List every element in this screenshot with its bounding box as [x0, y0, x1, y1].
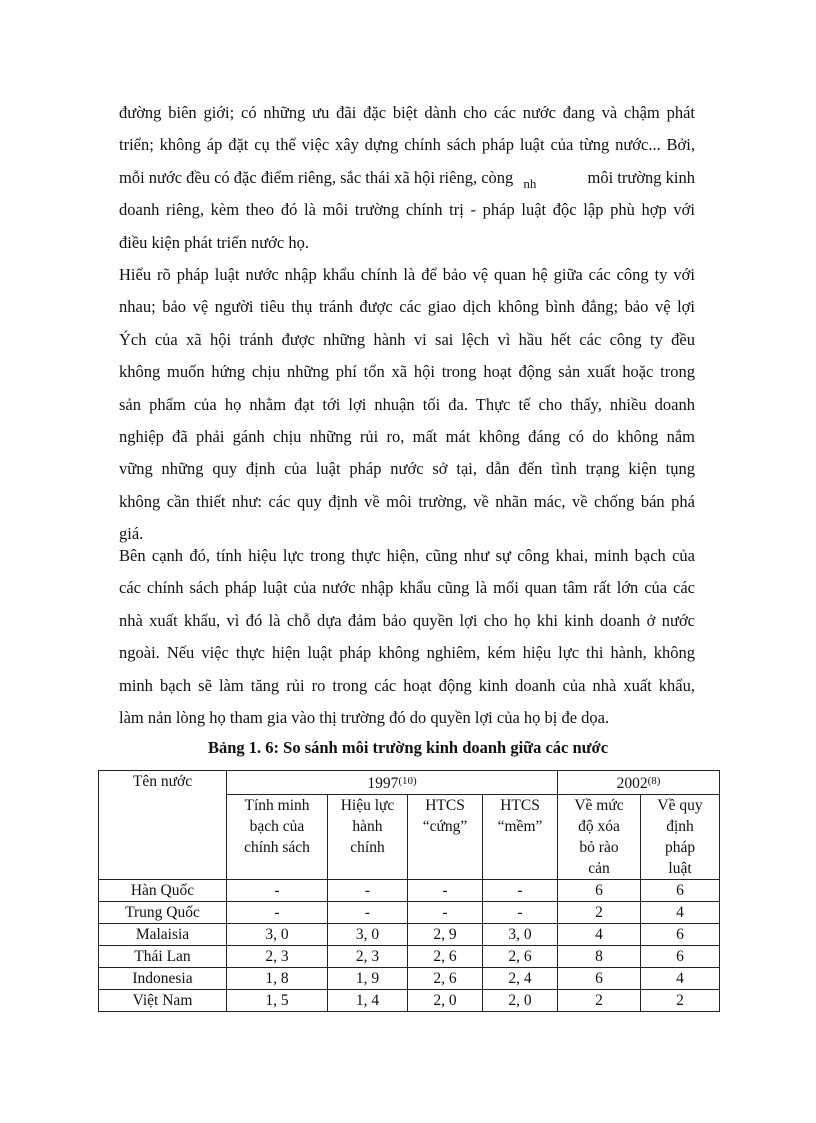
text-line: đường biên giới; có những ưu đãi đặc biệt dành cho các nước đang và chậm phát — [119, 103, 695, 122]
footnote-ref: (10) — [398, 775, 417, 787]
header-line: HTCS — [425, 797, 465, 814]
country-cell: Indonesia — [99, 968, 227, 990]
value-cell: - — [328, 902, 408, 924]
paragraph-3 — [119, 540, 695, 734]
header-line: định — [666, 818, 694, 835]
table-row — [99, 902, 720, 924]
header-criterion — [408, 795, 483, 880]
value-cell: 4 — [558, 924, 641, 946]
header-line: “mềm” — [497, 818, 543, 835]
text-line: làm nản lòng họ tham gia vào thị trường đó do quyền lợi của họ bị đe dọa. — [119, 707, 610, 727]
value-cell: 2, 0 — [483, 990, 558, 1012]
header-line: “cứng” — [422, 818, 468, 835]
value-cell: 3, 0 — [227, 924, 328, 946]
header-line: bạch của — [249, 818, 305, 835]
year-label: 2002 — [616, 775, 648, 792]
value-cell: 2 — [558, 902, 641, 924]
value-cell: 2, 3 — [328, 946, 408, 968]
header-line: bỏ rào — [579, 839, 619, 856]
header-line: cản — [588, 860, 610, 877]
header-country: Tên nước — [99, 771, 227, 880]
table-row — [99, 968, 720, 990]
country-cell: Việt Nam — [99, 990, 227, 1012]
header-row-years — [99, 771, 720, 795]
value-cell: - — [408, 902, 483, 924]
value-cell: - — [483, 880, 558, 902]
value-cell: 8 — [558, 946, 641, 968]
value-cell: - — [483, 902, 558, 924]
header-line: hành — [352, 818, 383, 835]
footnote-ref: (8) — [647, 775, 661, 787]
header-line: HTCS — [500, 797, 540, 814]
text-line: ngoài. Nếu việc thực hiện luật pháp không nghiêm, kém hiệu lực thi hành, không — [119, 643, 695, 663]
header-line: độ xóa — [578, 818, 620, 835]
text-line: triển; không áp đặt cụ thể việc xây dựng chính sách pháp luật của từng nước... Bởi, — [119, 135, 695, 155]
text-line: các chính sách pháp luật của nước nhập khẩu cũng là mối quan tâm rất lớn của các — [119, 578, 695, 598]
text-line: không muốn hứng chịu những phí tổn xã hội trong hoạt động sản xuất hoặc trong — [119, 362, 695, 382]
value-cell: 2 — [558, 990, 641, 1012]
text-subscript: nh — [523, 175, 537, 191]
text-line: nhau; bảo vệ người tiêu thụ tránh được các giao dịch không bình đẳng; bảo vệ lợi — [119, 297, 695, 317]
header-line: Về mức — [574, 797, 624, 814]
value-cell: 6 — [558, 968, 641, 990]
value-cell: 2, 0 — [408, 990, 483, 1012]
text-line: điều kiện phát triển nước họ. — [119, 232, 309, 252]
header-year-2002 — [558, 771, 720, 795]
text-line: minh bạch sẽ làm tăng rủi ro trong các hoạt động kinh doanh của nhà xuất khẩu, — [119, 675, 695, 695]
value-cell: 3, 0 — [483, 924, 558, 946]
table-row — [99, 924, 720, 946]
text-line: Bên cạnh đó, tính hiệu lực trong thực hiện, cũng như sự công khai, minh bạch của — [119, 546, 695, 565]
table-row — [99, 946, 720, 968]
header-line: Tính minh — [244, 797, 310, 814]
table-row — [99, 990, 720, 1012]
header-line: Về quy — [657, 797, 703, 814]
text-fragment: môi trường kinh — [587, 167, 695, 187]
header-year-1997 — [227, 771, 558, 795]
value-cell: 4 — [641, 902, 720, 924]
paragraph-2 — [119, 259, 695, 551]
header-line: pháp — [664, 839, 696, 856]
value-cell: 1, 5 — [227, 990, 328, 1012]
value-cell: - — [227, 902, 328, 924]
value-cell: 6 — [641, 924, 720, 946]
comparison-table — [98, 770, 720, 1012]
value-cell: 2, 9 — [408, 924, 483, 946]
value-cell: 2, 6 — [483, 946, 558, 968]
table-row — [99, 880, 720, 902]
value-cell: - — [328, 880, 408, 902]
value-cell: 6 — [641, 946, 720, 968]
table-body — [99, 771, 720, 1012]
country-cell: Malaisia — [99, 924, 227, 946]
value-cell: 3, 0 — [328, 924, 408, 946]
value-cell: 6 — [558, 880, 641, 902]
text-fragment: mỗi nước đều có đặc điểm riêng, sắc thái xã hội riêng, còng — [119, 167, 514, 187]
value-cell: 2, 4 — [483, 968, 558, 990]
header-criterion — [328, 795, 408, 880]
text-line: Hiểu rõ pháp luật nước nhập khẩu chính là để bảo vệ quan hệ giữa các công ty với — [119, 265, 695, 284]
value-cell: - — [408, 880, 483, 902]
value-cell: 2 — [641, 990, 720, 1012]
value-cell: 4 — [641, 968, 720, 990]
text-line: doanh riêng, kèm theo đó là môi trường chính trị - pháp luật độc lập phù hợp với — [119, 200, 695, 220]
header-line: chính — [350, 839, 385, 856]
header-criterion — [483, 795, 558, 880]
country-cell: Hàn Quốc — [99, 880, 227, 902]
value-cell: - — [227, 880, 328, 902]
year-label: 1997 — [367, 775, 399, 792]
header-criterion — [227, 795, 328, 880]
text-line: vững những quy định của luật pháp nước sở tại, dẫn đến tình trạng kiện tụng — [119, 459, 695, 479]
text-line: nghiệp đã phải gánh chịu những rủi ro, mất mát không đáng có do không nắm — [119, 426, 695, 446]
header-line: chính sách — [244, 839, 310, 856]
text-line: không cần thiết như: các quy định về môi trường, về nhãn mác, về chống bán phá — [119, 491, 695, 511]
table-caption: Bảng 1. 6: So sánh môi trường kinh doanh giữa các nước — [207, 738, 609, 757]
value-cell: 1, 8 — [227, 968, 328, 990]
value-cell: 1, 4 — [328, 990, 408, 1012]
value-cell: 1, 9 — [328, 968, 408, 990]
value-cell: 2, 3 — [227, 946, 328, 968]
text-line: giá. — [119, 524, 144, 544]
text-line: nhà xuất khẩu, vì đó là chỗ dựa đảm bảo quyền lợi cho họ khi kinh doanh ở nước — [119, 610, 695, 630]
text-line — [119, 162, 695, 194]
value-cell: 2, 6 — [408, 968, 483, 990]
header-criterion — [641, 795, 720, 880]
paragraph-1 — [119, 97, 695, 259]
value-cell: 2, 6 — [408, 946, 483, 968]
header-line: luật — [668, 860, 692, 877]
header-criterion — [558, 795, 641, 880]
value-cell: 6 — [641, 880, 720, 902]
country-cell: Thái Lan — [99, 946, 227, 968]
text-line: sản phẩm của họ nhằm đạt tới lợi nhuận tối đa. Thực tế cho thấy, nhiều doanh — [119, 394, 695, 414]
header-line: Hiệu lực — [340, 797, 395, 814]
country-cell: Trung Quốc — [99, 902, 227, 924]
text-line: Ých của xã hội tránh được những hành vi sai lệch vì hầu hết các công ty đều — [119, 329, 695, 349]
